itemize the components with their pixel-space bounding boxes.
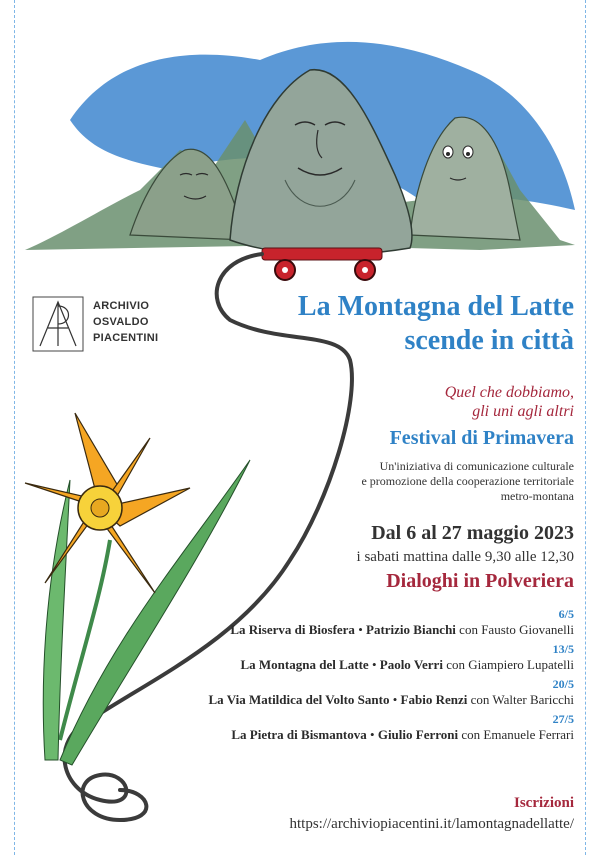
bullet-separator: • xyxy=(392,692,401,707)
event-topic: La Riserva di Biosfera xyxy=(230,622,355,637)
event-line xyxy=(114,726,574,743)
daffodil-flower xyxy=(25,413,190,593)
page-title: La Montagna del Latte scende in città xyxy=(297,291,574,356)
series-title: Dialoghi in Polveriera xyxy=(386,570,574,592)
event-speaker: Paolo Verri xyxy=(379,657,443,672)
event-speaker: Giulio Ferroni xyxy=(377,727,459,742)
event-dates: Dal 6 al 27 maggio 2023 xyxy=(371,522,574,544)
bullet-separator: • xyxy=(371,657,380,672)
event-speaker: Fabio Renzi xyxy=(400,692,468,707)
bullet-separator: • xyxy=(370,727,378,742)
event-topic: La Montagna del Latte xyxy=(240,657,369,672)
list-item xyxy=(114,607,574,642)
event-line xyxy=(114,621,574,638)
event-connector: con xyxy=(446,657,465,672)
event-topic: La Via Matildica del Volto Santo xyxy=(208,692,390,707)
list-item xyxy=(114,712,574,747)
archive-name: ARCHIVIO OSVALDO PIACENTINI xyxy=(93,300,159,344)
event-guest: Walter Baricchi xyxy=(492,692,574,707)
tagline: Quel che dobbiamo, gli uni agli altri xyxy=(444,384,574,420)
event-guest: Giampiero Lupatelli xyxy=(468,657,574,672)
event-guest: Emanuele Ferrari xyxy=(483,727,574,742)
event-connector: con xyxy=(461,727,481,742)
event-topic: La Pietra di Bismantova xyxy=(231,727,367,742)
event-guest: Fausto Giovanelli xyxy=(481,622,574,637)
event-connector: con xyxy=(459,622,478,637)
event-speaker: Patrizio Bianchi xyxy=(366,622,456,637)
archive-logo-icon xyxy=(32,296,84,352)
registration-label: Iscrizioni xyxy=(514,795,574,811)
festival-description: Un'iniziativa di comunicazione culturale e promozione della cooperazione territoriale metro-montana xyxy=(361,459,574,503)
red-cart xyxy=(262,248,382,260)
festival-name: Festival di Primavera xyxy=(389,427,574,449)
event-date: 6/5 xyxy=(558,607,574,621)
list-item xyxy=(114,677,574,712)
list-item xyxy=(114,642,574,677)
event-date: 27/5 xyxy=(552,712,574,726)
registration-link[interactable]: https://archiviopiacentini.it/lamontagnadellatte/ xyxy=(289,816,574,832)
events-list xyxy=(114,607,574,747)
event-hours: i sabati mattina dalle 9,30 alle 12,30 xyxy=(356,549,574,565)
event-connector: con xyxy=(470,692,490,707)
bullet-separator: • xyxy=(358,622,366,637)
event-date: 13/5 xyxy=(552,642,574,656)
event-date: 20/5 xyxy=(552,677,574,691)
event-line xyxy=(114,656,574,673)
event-line xyxy=(114,691,574,708)
